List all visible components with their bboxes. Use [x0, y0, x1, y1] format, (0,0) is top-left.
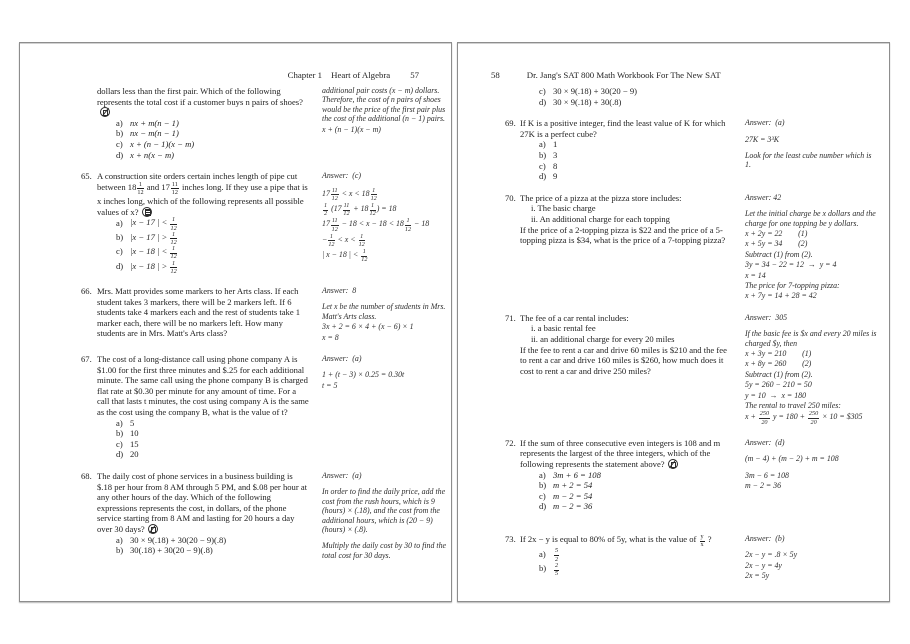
answer-option	[520, 150, 733, 161]
option-text: m − 2 = 54	[553, 490, 593, 501]
side-note: 5y = 260 − 210 = 50	[745, 380, 812, 390]
option-label: a)	[116, 417, 123, 428]
fraction: $\frac{1}{12}$	[358, 232, 365, 248]
question-block	[458, 534, 889, 582]
side-note: x + 8y = 260 (2)	[745, 359, 812, 369]
answer-column	[745, 313, 878, 427]
question-text: i. a basic rental fee	[531, 323, 596, 334]
question-number: 66.	[81, 285, 92, 296]
fraction: $\frac{1}{12}$	[369, 201, 376, 218]
side-note: x + 5y = 34 (2)	[745, 239, 808, 249]
answer-option	[520, 139, 733, 150]
question-block	[20, 86, 451, 160]
side-note: Answer: 305	[745, 312, 788, 322]
side-note: 2x − y = 4y	[745, 560, 782, 570]
question-text: If the sum of three consecutive even integers is 108 and m represents the largest of the three integers, which of the following represents the statement above?	[520, 437, 721, 470]
side-note: Answer: (d)	[745, 437, 785, 447]
option-text: 8	[553, 160, 558, 171]
side-note: additional pair costs (x − m) dollars. Therefore, the cost of n pairs of shoes would be the price of the first pair plus the cost of the additional (n − 1) pairs.	[322, 86, 448, 124]
side-note: 2x − y = .8 × 5y	[745, 550, 798, 560]
question-main	[520, 438, 733, 512]
answer-option	[97, 128, 309, 139]
left-page	[19, 42, 452, 602]
fraction: $\frac{1}{2}$	[324, 201, 328, 218]
option-text: 9	[553, 171, 558, 182]
side-note: 1 + (t − 3) × 0.25 = 0.30t	[322, 370, 405, 380]
question-text: Mrs. Matt provides some markers to her Arts class. If each student takes 3 markers, there will be 2 markers left. If 6 students take 4 markers each and the rest of students take 1 marker each, there will be no markers left. How many students are in Mrs. Matt's Arts class?	[97, 285, 301, 339]
question-main	[97, 171, 309, 275]
side-note: y = 10 → x = 180	[745, 390, 807, 400]
answer-option	[97, 261, 309, 275]
option-text: x + n(x − m)	[130, 149, 175, 160]
fraction: $\frac{1}{12}$	[170, 216, 177, 232]
side-note: 2x = 5y	[745, 571, 770, 581]
answer-option	[97, 428, 309, 439]
answer-column	[322, 286, 450, 343]
question-number: 72.	[505, 437, 516, 448]
side-note: In order to find the daily price, add the cost from the rush hours, which is 9 (hours) × (.18), and the cost from the additional hours, which is (20 − 9)(hours) × (.8).	[322, 487, 448, 534]
answer-column	[322, 354, 450, 391]
question-text: The fee of a car rental includes:	[520, 312, 629, 323]
chapter-title: Heart of Algebra	[331, 70, 391, 80]
side-note: x + 3y = 210 (1)	[745, 349, 812, 359]
question-main	[520, 193, 733, 246]
question-block	[458, 118, 889, 182]
answer-column	[745, 193, 878, 302]
side-note: (m − 4) + (m − 2) + m = 108	[745, 454, 839, 464]
question-block	[20, 286, 451, 343]
side-note: 3x + 2 = 6 × 4 + (x − 6) × 1	[322, 322, 414, 332]
question-main	[520, 534, 733, 577]
question-text: The cost of a long-distance call using phone company A is $1.00 for the first three minutes and $.25 for each additional minute. The same call using the phone company B is charged flat rate at $0.30 per minute for any amount of time. For a call that lasts t minutes, the cost using company A is the same as the cost using the company B, what is the value of t?	[97, 354, 309, 417]
question-number: 69.	[505, 118, 516, 129]
option-text: 10	[130, 428, 139, 439]
option-label: c)	[539, 490, 546, 501]
question-main	[520, 118, 733, 182]
option-label: b)	[539, 480, 547, 491]
answer-option	[97, 217, 309, 231]
calculator-icon	[142, 207, 152, 217]
option-label: b)	[116, 545, 124, 556]
question-block	[458, 438, 889, 512]
fraction: $\frac{1}{12}$	[370, 186, 377, 202]
fraction: $\frac{250}{20}$	[808, 410, 819, 426]
answer-option	[97, 449, 309, 460]
option-label: d)	[539, 501, 547, 512]
option-text	[553, 548, 560, 562]
answer-option	[97, 232, 309, 246]
answer-column	[745, 438, 878, 492]
side-note: Let x be the number of students in Mrs. Matt's Arts class.	[322, 302, 448, 321]
fraction: $\frac{y}{x}$	[700, 533, 704, 549]
option-label: d)	[539, 96, 547, 107]
side-note: 27K = 3³K	[745, 134, 779, 144]
fraction: $\frac{11}{12}$	[331, 217, 338, 233]
answer-option	[520, 171, 733, 182]
side-note: 17 $\frac{11}{12}$ − 18 < x − 18 < 18 $\frac{1}{12}$ − 18	[322, 217, 430, 233]
option-label: d)	[116, 260, 124, 271]
left-page-content	[20, 86, 451, 597]
option-text: m + 2 = 54	[553, 480, 593, 491]
option-label: c)	[539, 86, 546, 96]
option-label: d)	[539, 171, 547, 182]
option-text: 30 × 9(.18) + 30(20 − 9)	[553, 86, 637, 96]
option-text	[553, 563, 560, 577]
question-text: The daily cost of phone services in a business building is $.18 per hour from 8 AM through 5 PM, and $.08 per hour at any other hours of the day. Which of the following expressions represents the cost, in dollars, of the phone service starting from 8 AM and lasting for 20 hours a day over 30 days?	[97, 470, 308, 534]
side-note: x + 7y = 14 + 28 = 42	[745, 291, 817, 301]
fraction: $\frac{2}{5}$	[555, 561, 559, 578]
question-text: The price of a pizza at the pizza store includes:	[520, 192, 682, 203]
option-label: a)	[539, 469, 546, 480]
fraction: $\frac{1}{12}$	[328, 232, 335, 248]
side-note: x + 2y = 22 (1)	[745, 228, 808, 238]
answer-option	[97, 139, 309, 150]
option-label: a)	[539, 548, 546, 559]
question-number: 70.	[505, 192, 516, 203]
option-label: a)	[539, 139, 546, 150]
option-text: 1	[553, 139, 558, 150]
answer-option	[97, 118, 309, 129]
side-note: If the basic fee is $x and every 20 miles is charged $y, then	[745, 329, 879, 348]
no-calculator-icon	[100, 107, 110, 117]
answer-column	[322, 86, 450, 135]
option-text: |x − 17 | > $\frac{1}{12}$	[130, 230, 177, 246]
question-main	[520, 313, 733, 377]
answer-option	[520, 86, 733, 97]
left-page-header	[288, 70, 419, 80]
answer-option	[520, 161, 733, 172]
right-page-header	[491, 70, 721, 80]
fraction: $\frac{11}{12}$	[171, 180, 178, 196]
answer-option	[520, 548, 733, 562]
option-label: d)	[116, 449, 124, 460]
answer-option	[97, 418, 309, 429]
answer-option	[97, 545, 309, 556]
side-note: The price for 7-topping pizza:	[745, 281, 840, 290]
answer-option	[97, 439, 309, 450]
fraction: $\frac{11}{12}$	[331, 186, 338, 202]
fraction: $\frac{1}{12}$	[404, 217, 412, 233]
option-text: nx + m(n − 1)	[130, 117, 179, 128]
side-note: Answer: 42	[745, 192, 782, 202]
option-label: a)	[116, 217, 123, 228]
question-block	[458, 193, 889, 302]
side-note: Answer: (a)	[322, 354, 362, 363]
side-note: Multiply the daily cost by 30 to find the total cost for 30 days.	[322, 541, 449, 560]
fraction: $\frac{1}{12}$	[361, 248, 368, 264]
option-text: 15	[130, 438, 139, 449]
answer-option	[520, 480, 733, 491]
side-note: x + (n − 1)(x − m)	[322, 124, 381, 134]
question-text: If K is a positive integer, find the least value of K for which 27K is a perfect cube?	[520, 118, 726, 139]
right-page	[457, 42, 890, 602]
question-main	[97, 354, 309, 460]
option-text: |x − 18 | < $\frac{1}{12}$	[130, 245, 177, 261]
answer-option	[97, 150, 309, 161]
option-text: |x − 17 | < $\frac{1}{12}$	[130, 216, 177, 232]
option-label: c)	[539, 160, 546, 171]
option-label: b)	[116, 128, 124, 139]
side-note: 17 $\frac{11}{12}$ < x < 18 $\frac{1}{12}$	[322, 186, 377, 202]
fraction: $\frac{1}{12}$	[170, 259, 177, 275]
book-title: Dr. Jang's SAT 800 Math Workbook For The New SAT	[526, 70, 721, 80]
question-text: dollars less than the first pair. Which of the following represents the total cost if a customer buys n pairs of shoes?	[97, 86, 309, 118]
side-note: x + $\frac{250}{20}$ y = 180 + $\frac{250}{20}$ × 10 = $305	[745, 410, 863, 426]
option-text: |x − 18 | > $\frac{1}{12}$	[130, 259, 177, 275]
question-number: 68.	[81, 470, 92, 481]
option-text: nx − m(n − 1)	[130, 128, 179, 139]
question-text: ii. an additional charge for every 20 miles	[531, 334, 675, 344]
question-main	[97, 286, 309, 339]
answer-option	[520, 470, 733, 481]
option-label: b)	[539, 563, 547, 574]
page-number: 58	[491, 70, 500, 80]
option-label: d)	[116, 149, 124, 160]
question-number: 71.	[505, 312, 516, 323]
question-block	[458, 86, 889, 107]
answer-option	[520, 491, 733, 502]
option-text: 30 × 9(.18) + 30(20 − 9)(.8)	[130, 534, 227, 545]
fraction: $\frac{11}{12}$	[343, 201, 350, 218]
option-text: x + (n − 1)(x − m)	[130, 138, 195, 149]
side-note: Answer: (b)	[745, 534, 785, 544]
option-label: c)	[116, 246, 123, 257]
side-note: m − 2 = 36	[745, 481, 782, 491]
option-text: 5	[130, 417, 135, 428]
option-label: c)	[116, 438, 123, 449]
answer-column	[322, 171, 450, 264]
side-note: Answer: (c)	[322, 171, 362, 181]
answer-option	[520, 563, 733, 577]
no-calculator-icon	[148, 524, 158, 534]
side-note: x = 8	[322, 332, 339, 342]
question-text: i. The basic charge	[531, 203, 596, 214]
option-text: 20	[130, 449, 139, 460]
side-note: − $\frac{1}{12}$ < x < $\frac{1}{12}$	[322, 232, 365, 248]
side-note: x = 14	[745, 270, 766, 280]
side-note: Subtract (1) from (2).	[745, 249, 813, 259]
question-text: ii. An additional charge for each topping	[531, 213, 670, 224]
option-label: b)	[116, 231, 124, 242]
answer-column	[322, 471, 450, 561]
fraction: $\frac{1}{12}$	[170, 245, 177, 261]
question-text: If the fee to rent a car and drive 60 miles is $210 and the fee to rent a car and drive 160 miles is $260, how much does it cost to rent a car and drive 250 miles?	[520, 344, 727, 376]
side-note: Let the initial charge be x dollars and the charge for one topping be y dollars.	[745, 209, 878, 228]
option-text: 30(.18) + 30(20 − 9)(.8)	[130, 545, 213, 556]
question-block	[20, 471, 451, 561]
option-label: b)	[539, 149, 547, 160]
option-label: c)	[116, 138, 123, 149]
side-note: Subtract (1) from (2).	[745, 369, 813, 379]
side-note: The rental to travel 250 miles:	[745, 401, 841, 411]
option-text: 3m + 6 = 108	[553, 469, 601, 480]
question-main	[97, 471, 309, 556]
question-block	[20, 171, 451, 275]
option-label: b)	[116, 428, 124, 439]
answer-column	[745, 534, 878, 582]
side-note: Answer: (a)	[745, 118, 785, 128]
fraction: $\frac{1}{12}$	[137, 180, 144, 196]
fraction: $\frac{5}{2}$	[555, 547, 559, 563]
side-note: 3y = 34 − 22 = 12 → y = 4	[745, 260, 837, 270]
question-number: 65.	[81, 171, 92, 182]
chapter-label: Chapter 1	[287, 70, 323, 80]
answer-option	[97, 535, 309, 546]
question-text: If 2x − y is equal to 80% of 5y, what is the value of $\frac{y}{x}$ ?	[520, 533, 712, 549]
side-note: | x − 18 | < $\frac{1}{12}$	[322, 248, 368, 264]
fraction: $\frac{1}{12}$	[170, 230, 177, 246]
option-label: a)	[116, 534, 123, 545]
question-block	[20, 354, 451, 460]
question-main	[97, 86, 309, 160]
side-note: t = 5	[322, 380, 338, 390]
fraction: $\frac{250}{20}$	[759, 410, 770, 426]
question-number: 73.	[505, 534, 516, 545]
option-text: 30 × 9(.18) + 30(.8)	[553, 96, 622, 107]
side-note: 3m − 6 = 108	[745, 470, 789, 480]
answer-option	[520, 97, 733, 108]
answer-option	[520, 501, 733, 512]
side-note: Answer: 8	[322, 285, 357, 295]
option-text: 3	[553, 149, 558, 160]
option-label: a)	[116, 117, 123, 128]
question-text: If the price of a 2-topping pizza is $22 and the price of a 5-topping pizza is $34, what is the price of a 7-topping pizza?	[520, 224, 726, 246]
question-text: A construction site orders certain inches length of pipe cut between 18 $\frac{1}{12}$ and 17 $\frac{11}{12}$ inches long. If they use a pipe that is x inches long, which of the following represents all possible values of x?	[97, 171, 308, 217]
option-text: m − 2 = 36	[553, 501, 593, 512]
question-block	[458, 313, 889, 427]
page-number: 57	[410, 70, 419, 80]
no-calculator-icon	[668, 459, 678, 469]
side-note: Look for the least cube number which is 1.	[745, 151, 874, 170]
answer-column	[745, 118, 878, 171]
side-note: Answer: (a)	[322, 470, 362, 480]
question-main	[520, 86, 733, 107]
question-number: 67.	[81, 354, 92, 364]
answer-option	[97, 246, 309, 260]
side-note: $\frac{1}{2}$ (17 $\frac{11}{12}$ + 18 $\frac{1}{12}$ ) = 18	[324, 201, 397, 218]
right-page-content	[458, 86, 889, 597]
